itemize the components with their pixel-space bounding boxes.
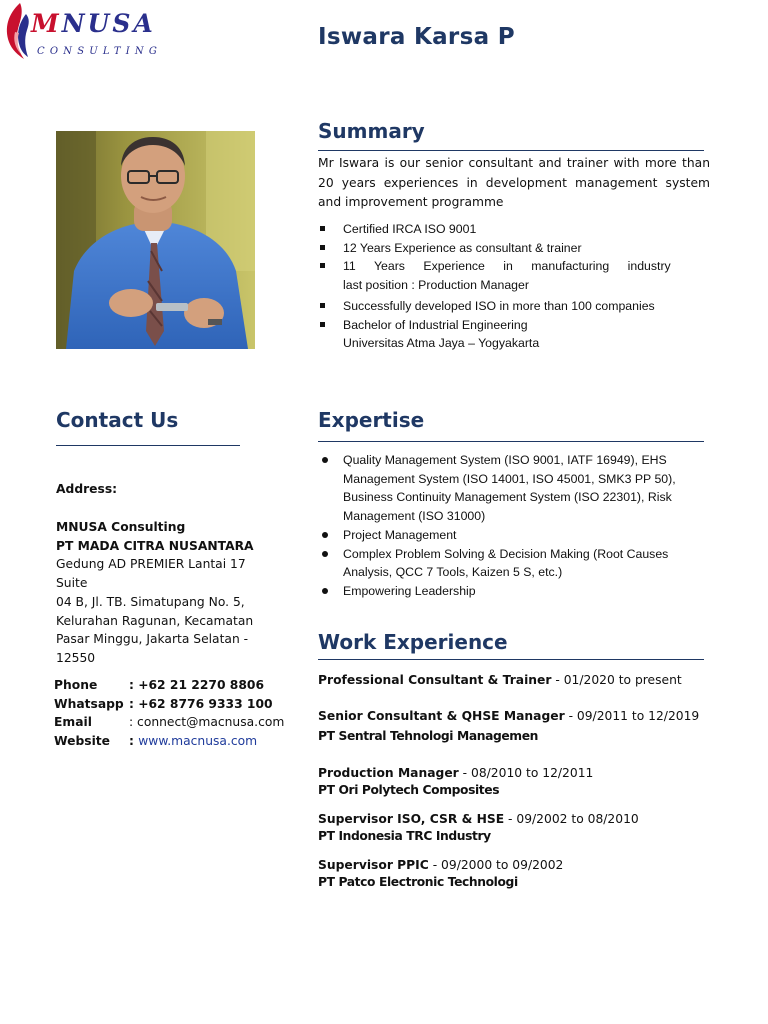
job-dates: - 09/2000 to 09/2002 [428, 858, 564, 872]
expertise-item: Complex Problem Solving & Decision Making (Root Causes Analysis, QCC 7 Tools, Kaizen 5 S, etc.) [318, 545, 708, 582]
logo-subtitle: CONSULTING [37, 46, 163, 57]
expertise-item: Project Management [318, 526, 708, 545]
email-label: Email [54, 715, 92, 730]
contact-heading: Contact Us [56, 408, 179, 432]
job-company: PT Indonesia TRC Industry [318, 829, 491, 843]
whatsapp-label: Whatsapp [54, 696, 124, 711]
expertise-divider [318, 441, 704, 442]
summary-item: Successfully developed ISO in more than 100 companies [318, 297, 688, 316]
summary-intro: Mr Iswara is our senior consultant and trainer with more than 20 years experiences in development management system and improvement programme [318, 156, 710, 209]
summary-list [318, 220, 688, 353]
website-row [54, 732, 284, 751]
job-dates: - 08/2010 to 12/2011 [458, 766, 594, 780]
website-link[interactable]: www.macnusa.com [138, 734, 258, 749]
company-logo [4, 2, 163, 62]
summary-divider [318, 150, 704, 151]
job-company: PT Ori Polytech Composites [318, 783, 500, 797]
address-line: 04 B, Jl. TB. Simatupang No. 5, [56, 594, 245, 609]
summary-heading: Summary [318, 119, 425, 143]
address-line: Pasar Minggu, Jakarta Selatan - [56, 632, 249, 647]
job-dates: - 09/2002 to 08/2010 [504, 812, 639, 826]
job-dates: - 09/2011 to 12/2019 [564, 709, 700, 723]
portrait-image [56, 131, 255, 349]
whatsapp-row [54, 695, 284, 714]
address-label: Address: [56, 482, 118, 496]
contact-details [54, 676, 284, 751]
contact-divider [56, 445, 240, 446]
job-title: Supervisor PPIC - 09/2000 to 09/2002 [318, 858, 564, 872]
expertise-item: Quality Management System (ISO 9001, IATF 16949), EHS Management System (ISO 14001, ISO 45001, SMK3 PP 50), Business Continuity Management System (ISO 22301), Risk Management (ISO 31000) [318, 451, 708, 526]
job-title: Production Manager - 08/2010 to 12/2011 [318, 766, 594, 780]
job-title: Professional Consultant & Trainer - 01/2020 to present [318, 673, 682, 687]
phone-value[interactable]: : +62 21 2270 8806 [129, 678, 265, 692]
work-heading: Work Experience [318, 630, 508, 654]
email-row [54, 713, 284, 732]
address-line: 12550 [56, 650, 96, 665]
work-divider [318, 659, 704, 660]
job-company: PT Patco Electronic Technologi [318, 875, 518, 889]
address-line: Gedung AD PREMIER Lantai 17 Suite [56, 557, 246, 591]
job-entry [318, 811, 639, 845]
legal-name: PT MADA CITRA NUSANTARA [56, 538, 254, 553]
expertise-item: Empowering Leadership [318, 582, 708, 601]
job-entry [318, 765, 593, 799]
job-entry [318, 857, 563, 891]
summary-item: Bachelor of Industrial Engineering Universitas Atma Jaya – Yogyakarta [318, 316, 688, 353]
flame-logo-icon [4, 2, 32, 60]
phone-label: Phone [54, 678, 98, 692]
logo-brand-text: MNUSA [31, 9, 156, 38]
job-dates: - 01/2020 to present [551, 673, 682, 687]
address-line: Kelurahan Ragunan, Kecamatan [56, 613, 254, 628]
job-title: Supervisor ISO, CSR & HSE - 09/2002 to 08/2010 [318, 812, 639, 826]
job-title: Senior Consultant & QHSE Manager - 09/2011 to 12/2019 [318, 709, 700, 723]
whatsapp-value[interactable]: : +62 8776 9333 100 [129, 696, 273, 711]
email-value[interactable]: : connect@macnusa.com [129, 715, 285, 730]
profile-photo [56, 131, 255, 349]
phone-row [54, 676, 284, 695]
company-name: MNUSA Consulting [56, 520, 186, 534]
job-company: PT Sentral Tehnologi Managemen [318, 729, 539, 743]
summary-item: 12 Years Experience as consultant & trainer [318, 239, 688, 258]
address-block [56, 518, 276, 668]
expertise-heading: Expertise [318, 408, 425, 432]
website-colon: : [129, 734, 139, 749]
job-entry [318, 672, 682, 689]
summary-item: 11 Years Experience in manufacturing industry last position : Production Manager [318, 257, 688, 294]
person-name: Iswara Karsa P [318, 24, 515, 50]
summary-item: Certified IRCA ISO 9001 [318, 220, 688, 239]
website-label: Website [54, 734, 111, 749]
expertise-list [318, 451, 708, 601]
job-entry [318, 708, 699, 745]
